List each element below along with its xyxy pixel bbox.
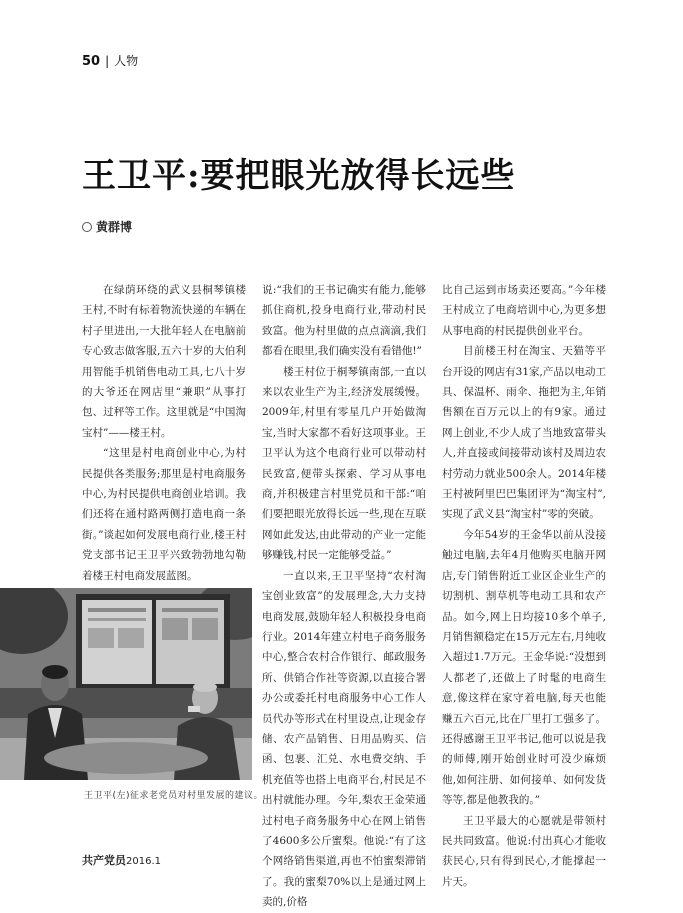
- section-name: 人物: [114, 54, 139, 68]
- paragraph: 王卫平最大的心愿就是带领村民共同致富。他说:付出真心才能收获民心,只有得到民心,才能撑起一片天。: [442, 814, 606, 888]
- magazine-brand: 共产党员: [82, 854, 126, 867]
- issue-number: 2016.1: [126, 856, 161, 867]
- photo-caption: 王卫平(左)征求老党员对村里发展的建议。: [84, 791, 264, 801]
- photo-illustration: [0, 588, 252, 780]
- text-column-1: [82, 280, 246, 627]
- paragraph: 一直以来,王卫平坚持“农村淘宝创业致富”的发展理念,大力支持电商发展,鼓励年轻人积极投身电商行业。2014年建立村电子商务服务中心,整合农村合作银行、邮政服务所、供销合作社等资源,以直接合署办公或委托村电商服务中心工作人员代办等形式在村里设点,让现金存储、农产品销售、日用品购买、信函、包裹、汇兑、水电费交纳、手机充值等也搭上电商平台,村民足不出村就能办理。今年,梨农王金荣通过村电子商务服务中心在网上销售了4600多公斤蜜梨。他说:“有了这个网络销售渠道,再也不怕蜜梨滞销了。我的蜜梨70%以上是通过网上卖的,价格: [262, 569, 426, 909]
- author-name: 黄群博: [96, 220, 133, 234]
- article-photo: [0, 588, 252, 780]
- author-line: [82, 218, 132, 235]
- paragraph-continued: 说:“我们的王书记确实有能力,能够抓住商机,投身电商行业,带动村民致富。他为村里做的点点滴滴,我们都看在眼里,我们确实没有看错他!”: [262, 284, 426, 358]
- page-number: 50: [82, 54, 101, 69]
- paragraph: 今年54岁的王金华以前从没接触过电脑,去年4月他购买电脑开网店,专门销售附近工业区企业生产的切割机、割草机等电动工具和农产品。如今,网上日均接10多个单子,月销售额稳定在15万元左右,月纯收入超过1.7万元。王金华说:“没想到人都老了,还做上了时髦的电商生意,像这样在家守着电脑,每天也能赚五六百元,比在厂里打工强多了。还得感谢王卫平书记,他可以说是我的师傅,刚开始创业时可没少麻烦他,如何注册、如何接单、如何发货等等,都是他教我的。”: [442, 528, 606, 807]
- paragraph: “这里是村电商创业中心,为村民提供各类服务;那里是村电商服务中心,为村民提供电商创业培训。我们还将在通村路两侧打造电商一条街。”谈起如何发展电商行业,楼王村党支部书记王卫平兴致勃勃地勾勒着楼王村电商发展蓝图。: [82, 447, 246, 582]
- article-title: 王卫平:要把眼光放得长远些: [82, 156, 516, 196]
- text-column-2: [262, 280, 426, 913]
- text-column-3: [442, 280, 606, 892]
- page-header: [82, 52, 138, 69]
- paragraph: 楼王村位于桐琴镇南部,一直以来以农业生产为主,经济发展缓慢。2009年,村里有零星几户开始做淘宝,当时大家都不看好这项事业。王卫平认为这个电商行业可以带动村民致富,便带头探索、学习从事电商,并积极建言村里党员和干部:“咱们要把眼光放得长远一些,现在互联网如此发达,由此带动的产业一定能够赚钱,村民一定能够受益。”: [262, 365, 426, 562]
- author-bullet-icon: [82, 222, 92, 232]
- paragraph: 目前楼王村在淘宝、天猫等平台开设的网店有31家,产品以电动工具、保温杯、雨伞、拖把为主,年销售额在百万元以上的有9家。通过网上创业,不少人成了当地致富带头人,并直接或间接带动该村及周边农村劳动力就业500余人。2014年楼王村被阿里巴巴集团评为“淘宝村”,实现了武义县“淘宝村”零的突破。: [442, 345, 606, 521]
- paragraph: 在绿荫环绕的武义县桐琴镇楼王村,不时有标着物流快递的车辆在村子里进出,一大批年轻人在电脑前专心致志做客服,五六十岁的大伯利用智能手机销售电动工具,七八十岁的大爷还在网店里“兼职”从事打包、过秤等工作。这里就是“中国淘宝村”——楼王村。: [82, 284, 246, 439]
- page-footer: [82, 852, 161, 868]
- paragraph-continued: 比自己运到市场卖还要高。”今年楼王村成立了电商培训中心,为更多想从事电商的村民提供创业平台。: [442, 284, 606, 337]
- header-separator: |: [105, 54, 110, 68]
